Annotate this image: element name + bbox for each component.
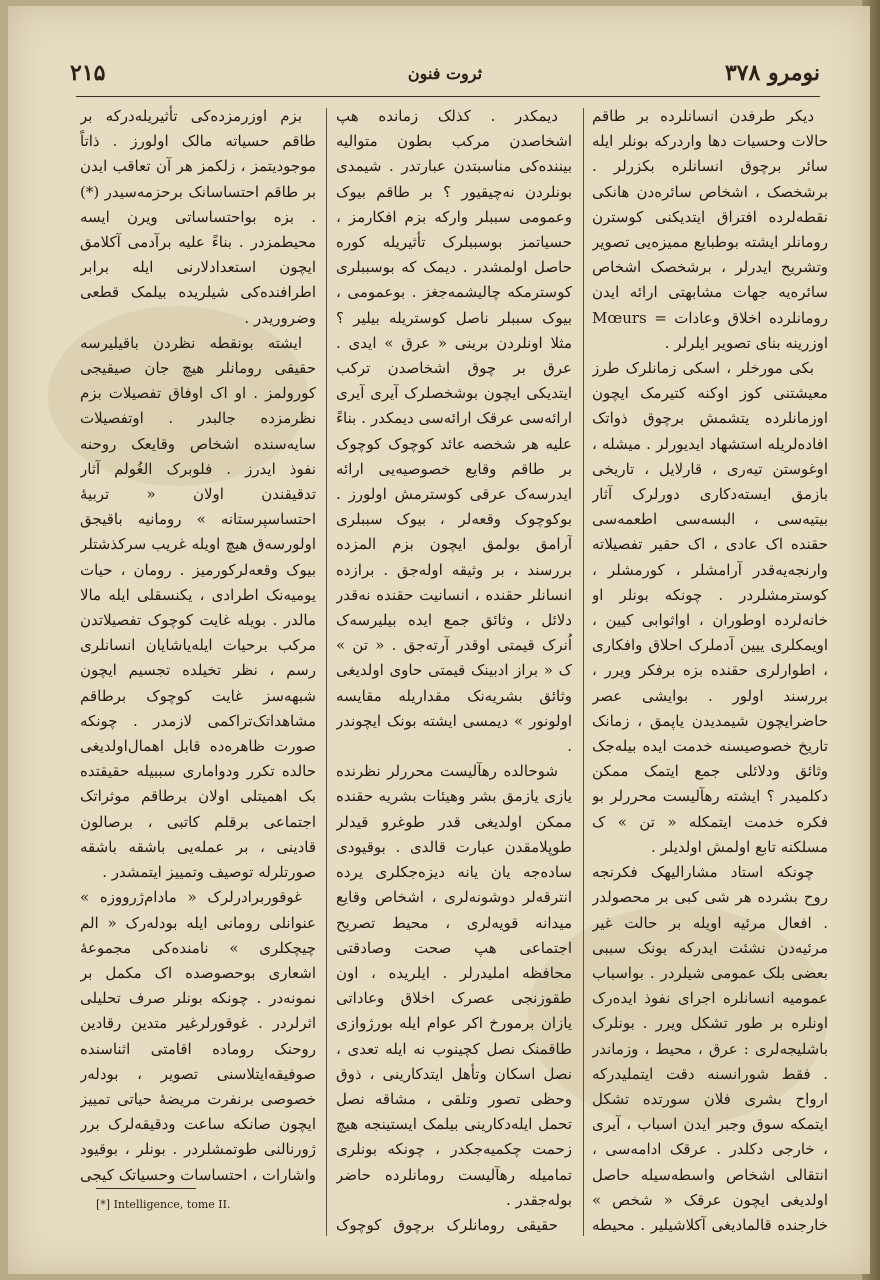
paragraph: بکی مورخلر ، اسکی زمانلرک طرز معیشتنی کوز اوکنه کتیرمک ایچون اوزمانلرده یتشمش برچوق ذواتک افاده‌لریله استشهاد ایدیورلر . میشله ، اوغوستن تیه‌ری ، قارلایل ، تاریخی بازمق ایسته‌دکاری دورلرک آثار بیتیه‌سی ، البسه‌سی اطعمه‌سی حقنده اک عادی ، اک حقیر تفصیلاته وارنجه‌یه‌قدر آرامشلر ، کورمشلر ، کوسترمشلردر . چونکه بونلر او خانه‌لرده اوطوران ، اواثوابی کیین ، اویمکلری ییین آدملرک احلاق وافکاری ، اطوارلری حقنده بزه برفکر ویرر ، بررسند اولور . بوایشی عصر حاضرایچون شیمدیدن یاپمق ، زمانک تاریخ خصوصیسنه خدمت ایده بیله‌جک وثائق ودلائلی جمع ایتمک ممکن دکلمیدر ؟ ایشته رهآلیست محررلر بو فکره خدمت ایتمکله « تن » ک مسلکنه تابع اولمش اولدیلر . [592, 359, 828, 856]
paragraph: غوقوربرادرلرک « مادام‌ژرووزه » عنوانلی رومانی ایله بودله‌رک « الم چیچکلری » نامنده‌کی مجموعهٔ اشعاری بوحصوصده اک مکمل بر نمونه‌در . چونکه بونلر صرف تحلیلی اثرلردر . غوقورلرغیر متدین رقادین روحنک روماده اقامتی اثناسنده صوفیقه‌ایتلاسنی تصویر ، بودله‌ر خصوصی برنفرت مریضهٔ حیاتی تمییز ایچون صانکه ساعت ودقیقه‌لرک برر ژورنالنی طوتمشلردر . بونلر ، بوقیود واشارات ، احتساسات وحسیاتک کیجی [80, 888, 316, 1184]
footnote: [*] Intelligence, tome II. [96, 1198, 231, 1211]
paragraph: چونکه استاد مشارالیهک فکرنجه روح بشرده هر شی کبی بر محصولدر . افعال مرئیه اویله بر حالت غیر مرئیه‌دن نشئت ایدرکه بونک سببی بعضی بلک عمومی شیلردر . بواسباب عمومیه انسانلره اجرای نفوذ ایده‌رک اونلره بر طور تشکل ویرر . بونلرک باشلیجه‌لری : عرق ، محیط ، وزماندر . فقط شورانسنه دقت ایتملیدرکه ارواح بشری فلان سورتده تشکل ایتمکه سوق وجبر ایدن اسباب ، آیری ، خارجی دکلدر . عرقک ادامه‌سی ، انتقالی اشخاص واسطه‌سیله حاصل اولدیغی ایچون عرقک « شخص » خارجنده قالمادیغی آکلاشیلیر . محیطه [592, 863, 828, 1234]
column-divider [583, 108, 584, 1236]
text-column-right [592, 104, 828, 1236]
issue-number: نومرو ۳۷۸ [724, 60, 820, 86]
paragraph: حقیقی رومانلرک برچوق کوچوک [336, 1215, 558, 1234]
text-column-left [80, 104, 316, 1188]
journal-title: ثروت فنون [407, 64, 483, 83]
footnote-rule [96, 1188, 196, 1189]
paragraph: دیمکدر . کذلک زمانده هپ اشخاصدن مرکب بطون متوالیه بیننده‌کی مناسبتدن عبارتدر . شیمدی بونلردن نه‌چیقیور ؟ بر طاقم بیوک وعمومی سببلر وارکه بزم افکارمز ، حسیاتمز بوسببلرک تأثیریله کوره حاصل اولمشدر . دیمک که بوسببلری کوسترمکه چالیشمه‌جغز . بوعمومی ، بیوک سببلر ناصل کوستریله بیلیر ؟ مثلا اونلردن برینی « عرق » ایدی . عرق بر چوق اشخاصدن ترکب ایتدیکی ایچون بوشخصلرک آیری آیری ارائه‌سی عرقک ارائه‌سی دیمکدر . بناءً علیه هر شخصه عائد کوچوک کوچوک بر طاقم وقایع خصوصیه‌یی ارائه ایدرسه‌ک عرقی کوسترمش اولورز . بوکوچوک وقعه‌لر ، بیوک سببلری آرامق بولمق ایچون بزم المزده بررسند ، بر وثیقه اوله‌جق . برازده انسانلر حقنده ، انسانیت حقنده نه‌قدر دلائل ، وثائق جمع ایده بیلیرسه‌ک اُنرک قیمتی اوقدر آرته‌جق . « تن » ک « براز ادبینک قیمتی حاوی اولدیغی وثائق بشریه‌نک مقداریله مقایسه اولونور » دیمسی ایشته بونک ایچوندر . [336, 107, 572, 756]
header-rule [76, 96, 820, 97]
paragraph: بزم اوزرمزده‌کی تأثیریله‌درکه بر طاقم حسیاته مالک اولورز . ذاتاً موجودیتمز ، زلکمز هر آن تعاقب ایدن بر طاقم احتساسانک برحزمه‌سیدر (*) . بزه بواحتساساتی ویرن ایسه محیطمزدر . بناءً علیه برآدمی آکلامق ایچون استعدادلارنی ایله برابر اطرافنده‌کی شیلریده بیلمک قطعی وضروریدر . [80, 107, 316, 327]
paragraph: شوحالده رهآلیست محررلر نظرنده یازی یازمق بشر وهیئات بشریه حقنده ممکن اولدیغی قدر طوغرو قیدلر طوپلامقدن عبارت قالدی . بوقیودی ساده‌جه یان یانه دیزه‌جکلری یرده انترقه‌لر دوشونه‌لری ، اشخاص وقایع میدانه قویه‌لری ، محیط تصریح اجتماعی هپ صحت وصادقتی محافظه املیدرلر . ایلریده ، اون طقوزنجی عصرک اخلاق وعاداتی یازان برمورخ اکر عوام ایله بورژوازی طاقمنک نصل کچینوب نه ایله تعدی ، نصل اسکان وتأهل ایتدکارینی ، ذوق وحظی تصور وتلقی ، مشاقه نصل تحمل ایله‌دکارینی بیلمک ایستینجه هیچ زحمت چکمیه‌جکدر ، چونکه بونلری تمامیله رهآلیست رومانلرده حاضر بوله‌جقدر . [336, 762, 572, 1209]
page-number: ۲۱۵ [70, 60, 106, 86]
paragraph: دیکر طرفدن انسانلرده بر طاقم حالات وحسیات دها واردرکه بونلر ایله سائر برچوق انسانلره بکزرلر . برشخصک ، اشخاص سائره‌دن هانکی نقطه‌لرده افتراق ایتدیکنی کوسترن رومانلر ایشته بوطبایع ممیزه‌یی تصویر وتشریح ایدرلر ، برشخصک اشخاص سائره‌یه جهات مشابهتی ارائه ایدن رومانلرده اخلاق وعادات = Mœurs اوزرینه بنای تصویر ایلرلر . [592, 107, 828, 352]
text-column-middle [336, 104, 572, 1236]
paragraph: ایشته بونقطه نظردن باقیلیرسه حقیقی رومانلر هیچ جان صیقیجی کورولمز . او اک اوفاق تفصیلات بزم نظرمزده جالبدر . اوتفصیلات سایه‌سنده اشخاص وقایعک روحنه نفوذ ایدرز . فلوبرک الغُولم آثار تدقیقندن اولان « تربیهٔ احتساسپرستانه » رومانیه باقیجق اولورسه‌ق هیچ اویله غریب سرکذشتلر بیوک وقعه‌لرکورمیز . رومان ، حیات یومیه‌نک اطرادی ، یکنسقلی ایله مالا مالدر . بویله غایت کوچوک تفصیلاتدن مرکب برحیات ایله‌یاشایان انسانلری رسم ، نظر تخیلده تجسیم ایچون شبهه‌سز غایت کوچوک برطاقم مشاهداتک‌تراکمی لازمدر . چونکه صورت ظاهره‌ده قابل اهمال‌اولدیغی حالده تکرر ودواماری سببیله حقیقتده بک اهمیتلی اولان برطاقم موثراتک اجتماعی برقلم کاتبی ، برصالون قادینی ، بر عمله‌یی باشقه باشقه صورتلرله توصیف وتمییز ایتمشدر . [80, 333, 316, 882]
column-divider [326, 108, 327, 1236]
page-header [70, 58, 820, 98]
